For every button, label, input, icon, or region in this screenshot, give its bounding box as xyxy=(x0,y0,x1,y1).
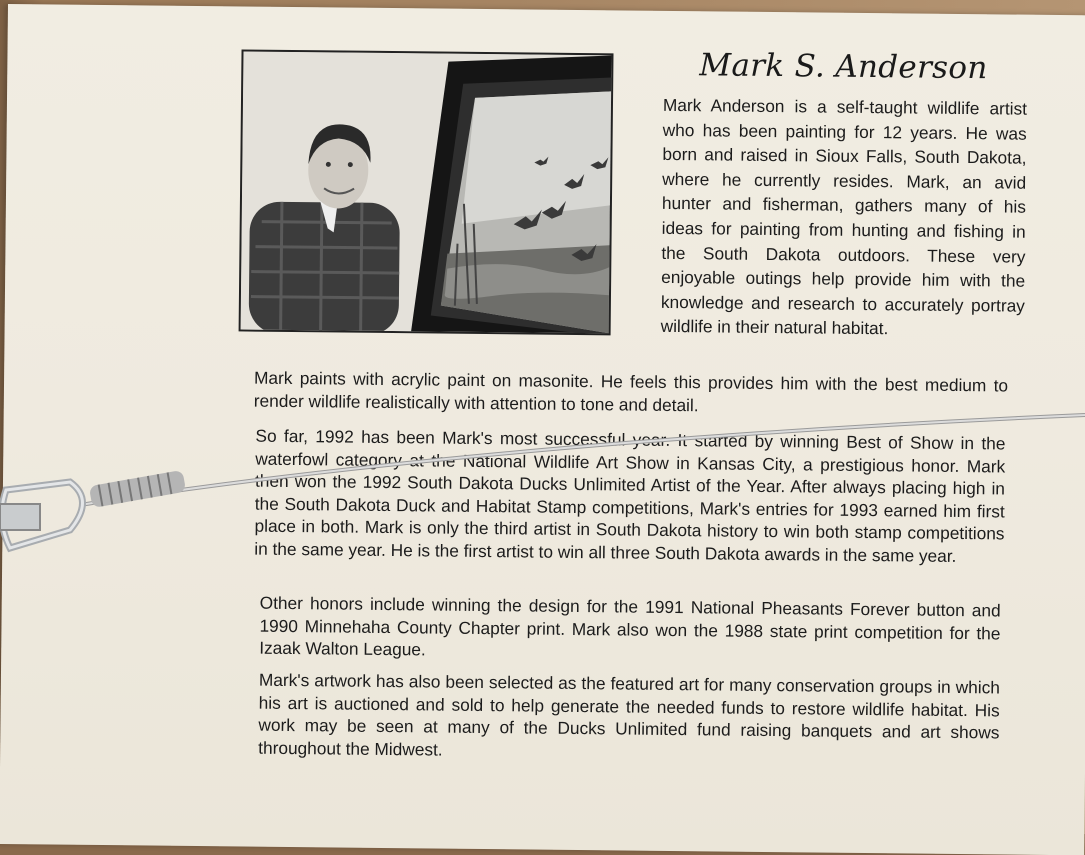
page-title: Mark S. Anderson xyxy=(699,47,988,87)
portrait-image xyxy=(241,51,614,335)
document-page xyxy=(0,4,1085,855)
bio-intro-paragraph: Mark Anderson is a self-taught wildlife artist who has been painting for 12 years. He was born and raised in Sioux Falls, South Dakota, where he currently resides. Mark, an avid hunter and fisherman, gathers many of his ideas for painting from hunting and fishing in the South Dakota outdoors. These very enjoyable outings help provide him with the knowledge and research to accurately portray wildlife in their natural habitat. xyxy=(660,94,1028,339)
artist-photo xyxy=(239,49,614,335)
medium-paragraph: Mark paints with acrylic paint on masonite. He feels this provides him with the best medium to render wildlife realistically with attention to tone and detail. xyxy=(253,367,1009,415)
other-honors-paragraph: Other honors include winning the design for the 1991 National Pheasants Forever button and 1990 Minnehaha County Chapter print. Mark also won the 1988 state print competition for the Izaak Walton League. xyxy=(259,592,1001,660)
conservation-paragraph: Mark's artwork has also been selected as the featured art for many conservation groups in which his art is auctioned and sold to help generate the needed funds to restore wildlife habitat. His work may be seen at many of the Ducks Unlimited fund raising banquets and art shows throughout the Midwest. xyxy=(258,669,1001,760)
awards-1992-paragraph: So far, 1992 has been Mark's most successful year. It started by winning Best of Show in the waterfowl category at the National Wildlife Art Show in Kansas City, a prestigious honor. Mark then won the 1992 South Dakota Ducks Unlimited Artist of the Year. After always placing high in the South Dakota Duck and Habitat Stamp competitions, Mark's entries for 1993 earned him first place in both. Mark is only the third artist in South Dakota history to win both stamp competitions in the same year. He is the first artist to win all three South Dakota awards in the same year. xyxy=(254,425,1006,566)
